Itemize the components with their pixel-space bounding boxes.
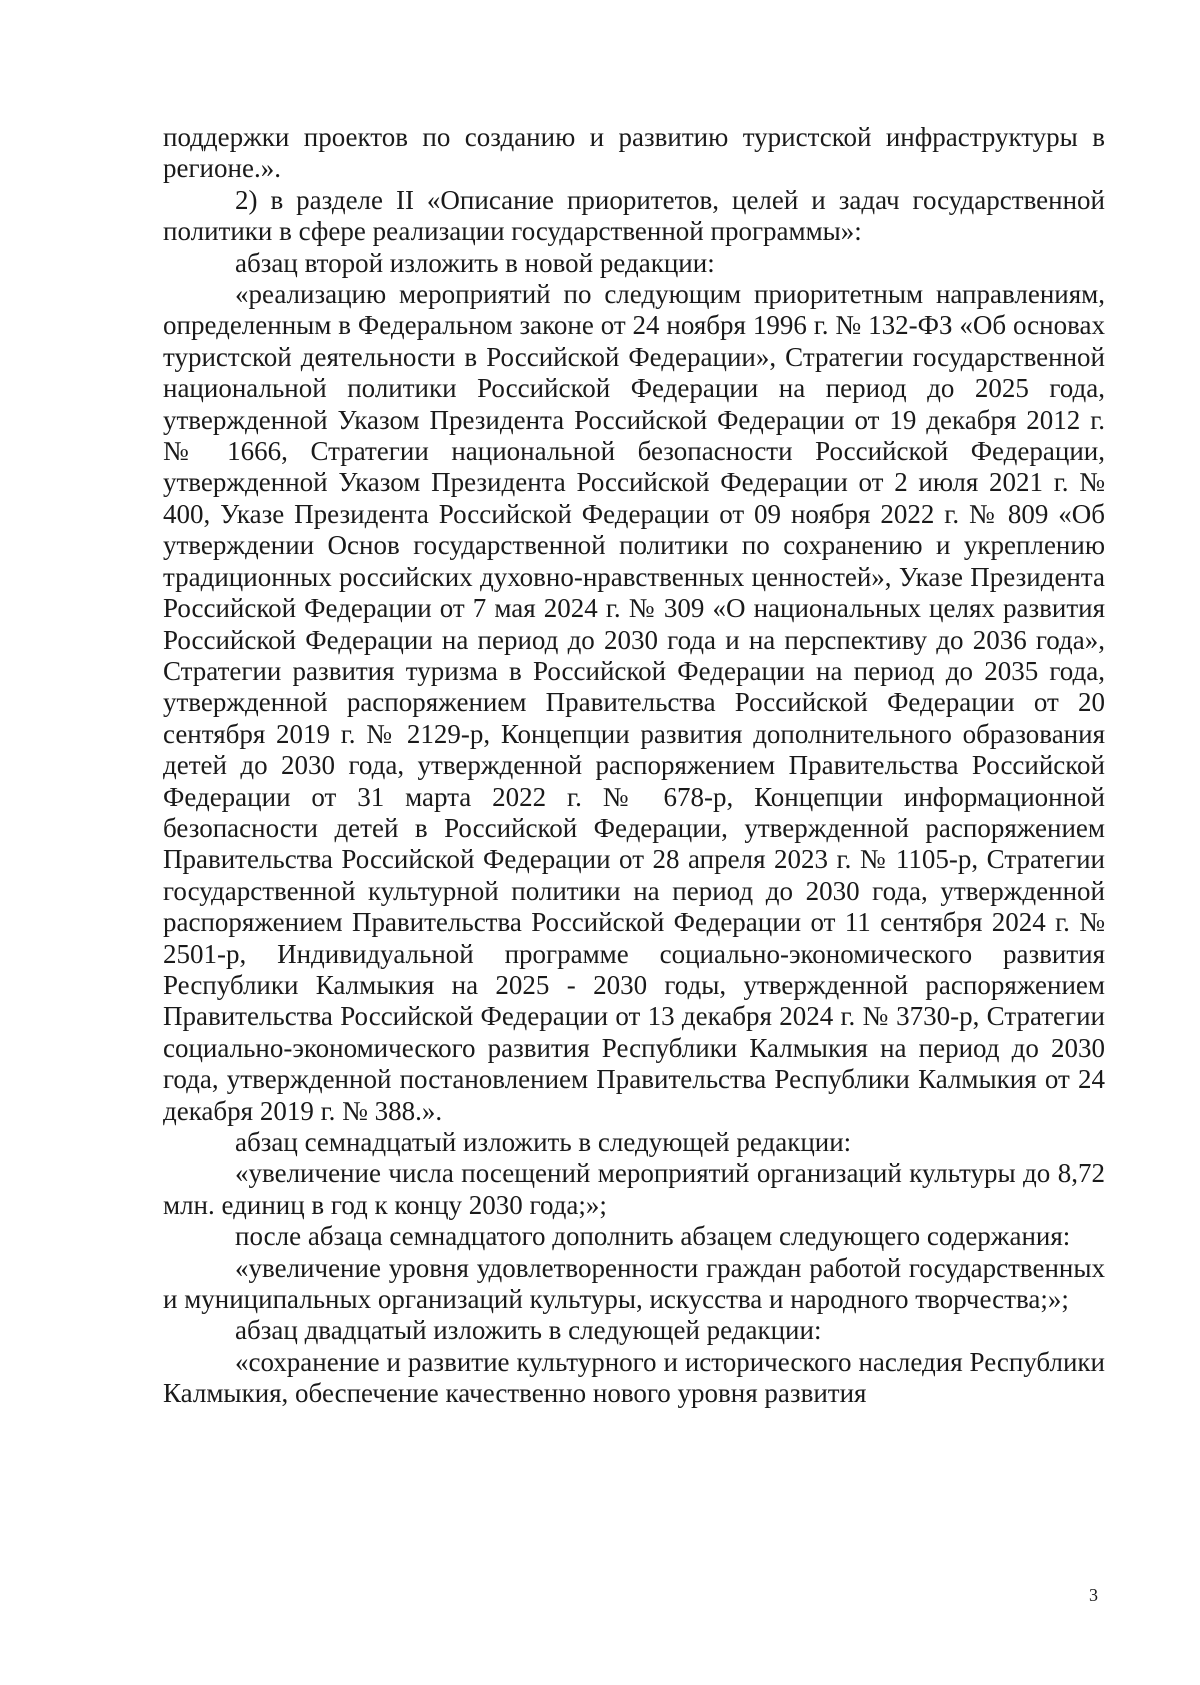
paragraph-instruction-twentieth: абзац двадцатый изложить в следующей редакции: — [235, 1315, 822, 1346]
paragraph-visits-quote: «увеличение числа посещений мероприятий организаций культуры до 8,72 млн. единиц в год к концу 2030 года;»; — [163, 1158, 1105, 1220]
paragraph-priorities-quote: «реализацию мероприятий по следующим приоритетным направлениям, определенным в Федеральном законе от 24 ноября 1996 г. № 132-ФЗ «Об основах туристской деятельности в Российской Федерации», Стратегии государственной национальной политики Российской Федерации на период до 2025 года, утвержденной Указом Президента Российской Федерации от 19 декабря 2012 г. № 1666, Стратегии национальной безопасности Российской Федерации, утвержденной Указом Президента Российской Федерации от 2 июля 2021 г. № 400, Указе Президента Российской Федерации от 09 ноября 2022 г. № 809 «Об утверждении Основ государственной политики по сохранению и укреплению традиционных российских духовно-нравственных ценностей», Указе Президента Российской Федерации от 7 мая 2024 г. № 309 «О национальных целях развития Российской Федерации на период до 2030 года и на перспективу до 2036 года», Стратегии развития туризма в Российской Федерации на период до 2035 года, утвержденной распоряжением Правительства Российской Федерации от 20 сентября 2019 г. № 2129-р, Концепции развития дополнительного образования детей до 2030 года, утвержденной распоряжением Правительства Российской Федерации от 31 марта 2022 г. № 678-р, Концепции информационной безопасности детей в Российской Федерации, утвержденной распоряжением Правительства Российской Федерации от 28 апреля 2023 г. № 1105-р, Стратегии государственной культурной политики на период до 2030 года, утвержденной распоряжением Правительства Российской Федерации от 11 сентября 2024 г. № 2501-р, Индивидуальной программе социально-экономического развития Республики Калмыкия на 2025 - 2030 годы, утвержденной распоряжением Правительства Российской Федерации от 13 декабря 2024 г. № 3730-р, Стратегии социально-экономического развития Республики Калмыкия на период до 2030 года, утвержденной постановлением Правительства Республики Калмыкия от 24 декабря 2019 г. № 388.». — [163, 279, 1105, 1126]
paragraph-section-2: 2) в разделе II «Описание приоритетов, целей и задач государственной политики в сфере реализации государственной программы»: — [163, 184, 1105, 247]
paragraph-instruction-seventeenth: абзац семнадцатый изложить в следующей редакции: — [235, 1127, 852, 1157]
paragraph-satisfaction-quote: «увеличение уровня удовлетворенности граждан работой государственных и муниципальных организаций культуры, искусства и народного творчества;»; — [163, 1252, 1105, 1315]
document-body — [163, 122, 1105, 1410]
paragraph-instruction-add: после абзаца семнадцатого дополнить абзацем следующего содержания: — [235, 1221, 1071, 1252]
paragraph-heritage-quote: «сохранение и развитие культурного и исторического наследия Республики Калмыкия, обеспечение качественно нового уровня развития — [163, 1346, 1105, 1409]
paragraph-continuation: поддержки проектов по созданию и развитию туристской инфраструктуры в регионе.». — [163, 122, 1105, 184]
page-number: 3 — [1089, 1585, 1098, 1605]
paragraph-instruction-second: абзац второй изложить в новой редакции: — [235, 247, 715, 278]
